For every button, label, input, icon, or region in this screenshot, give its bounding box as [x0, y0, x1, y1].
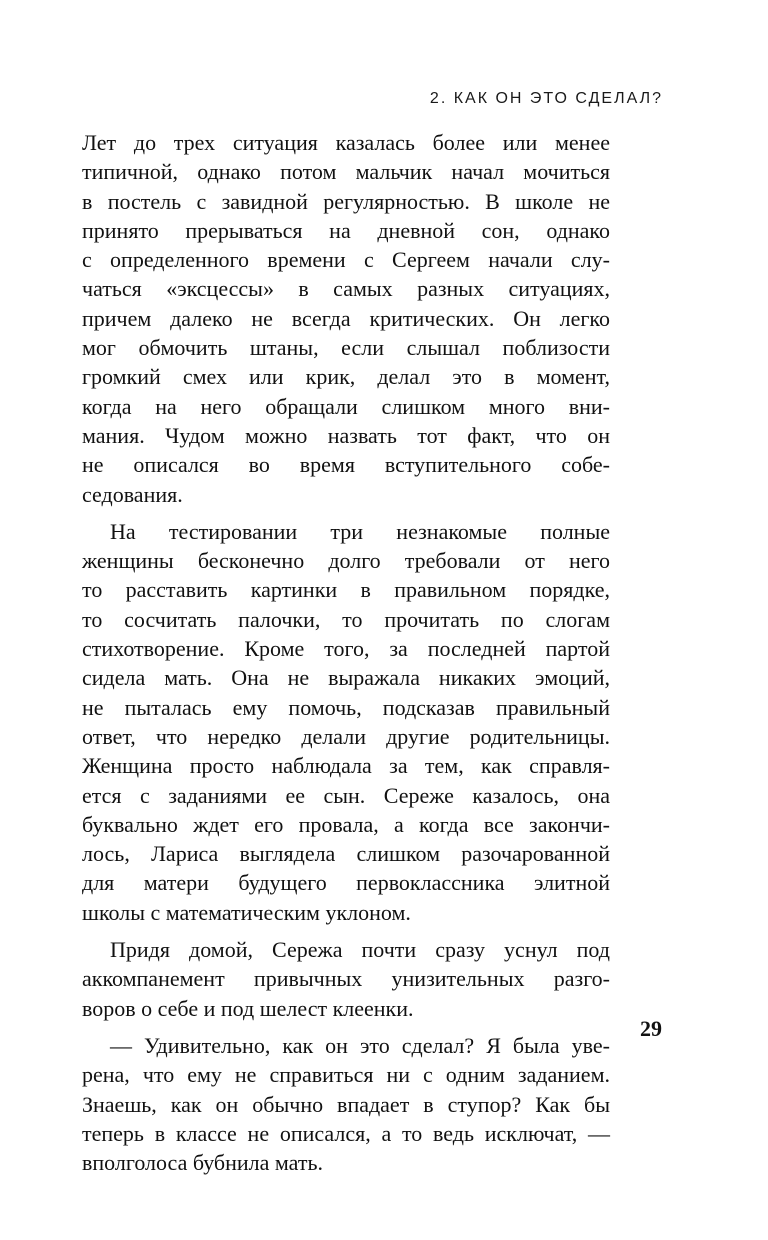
text-line: не пыталась ему помочь, подсказав правильный — [82, 694, 610, 720]
text-line: то сосчитать палочки, то прочитать по слогам — [82, 606, 610, 632]
paragraph — [82, 517, 610, 927]
text-line: На тестировании три незнакомые полные — [110, 518, 610, 544]
text-line: — Удивительно, как он это сделал? Я была уве- — [110, 1032, 610, 1058]
paragraph — [82, 1031, 610, 1177]
text-line: аккомпанемент привычных унизительных разго- — [82, 966, 610, 992]
text-line: с определенного времени с Сергеем начали слу- — [82, 247, 610, 273]
text-line: типичной, однако потом мальчик начал мочиться — [82, 159, 610, 185]
paragraph-gap — [82, 927, 610, 935]
paragraph-gap — [82, 509, 610, 517]
paragraph — [82, 128, 610, 509]
text-line: ется с заданиями ее сын. Сереже казалось, она — [82, 782, 610, 808]
text-line: для матери будущего первоклассника элитной — [82, 870, 610, 896]
text-line: ответ, что нередко делали другие родительницы. — [82, 723, 610, 749]
text-line: мания. Чудом можно назвать тот факт, что он — [82, 422, 610, 448]
text-line: Придя домой, Сережа почти сразу уснул под — [110, 937, 610, 963]
text-line: то расставить картинки в правильном порядке, — [82, 577, 610, 603]
text-line: когда на него обращали слишком много вни- — [82, 393, 610, 419]
running-header: 2. КАК ОН ЭТО СДЕЛАЛ? — [429, 90, 663, 107]
text-line: Женщина просто наблюдала за тем, как справля- — [82, 753, 610, 779]
text-line: причем далеко не всегда критических. Он легко — [82, 305, 610, 331]
text-line: воров о себе и под шелест клеенки. — [82, 995, 414, 1021]
text-line: Знаешь, как он обычно впадает в ступор? Как бы — [82, 1091, 610, 1117]
text-line: школы с математическим уклоном. — [82, 899, 411, 925]
text-line: стихотворение. Кроме того, за последней партой — [82, 636, 610, 662]
text-line: женщины бесконечно долго требовали от него — [82, 548, 610, 574]
text-line: громкий смех или крик, делал это в момент, — [82, 364, 610, 390]
paragraph-gap — [82, 1023, 610, 1031]
paragraph — [82, 935, 610, 1023]
text-line: сидела мать. Она не выражала никаких эмоций, — [82, 665, 610, 691]
text-line: мог обмочить штаны, если слышал поблизости — [82, 335, 610, 361]
text-line: теперь в классе не описался, а то ведь исключат, — — [82, 1120, 610, 1146]
text-line: в постель с завидной регулярностью. В школе не — [82, 188, 610, 214]
body-text — [82, 128, 610, 1177]
page-number: 29 — [640, 1016, 662, 1041]
text-line: седования. — [82, 481, 183, 507]
text-line: рена, что ему не справиться ни с одним заданием. — [82, 1062, 610, 1088]
text-line: не описался во время вступительного собе- — [82, 452, 610, 478]
text-line: вполголоса бубнила мать. — [82, 1150, 324, 1176]
text-line: буквально ждет его провала, а когда все закончи- — [82, 811, 610, 837]
text-line: принято прерываться на дневной сон, однако — [82, 217, 610, 243]
text-line: Лет до трех ситуация казалась более или менее — [82, 130, 610, 155]
text-line: лось, Лариса выглядела слишком разочарованной — [82, 841, 610, 867]
text-line: чаться «эксцессы» в самых разных ситуациях, — [82, 276, 610, 302]
